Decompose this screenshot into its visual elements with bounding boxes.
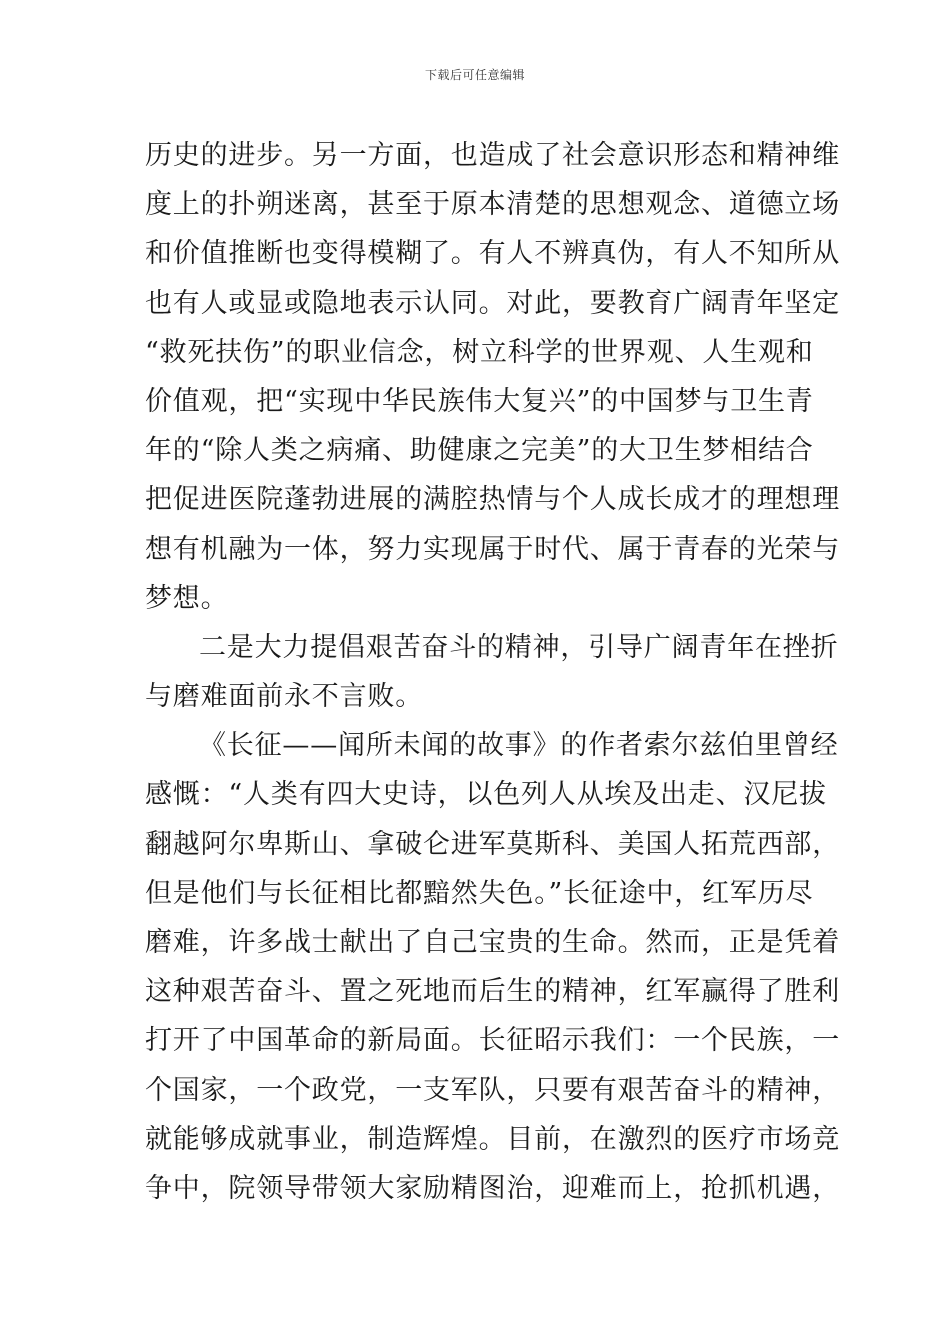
text-line: 但是他们与长征相比都黯然失色。”长征途中，红军历尽 — [145, 877, 814, 909]
body-text — [145, 131, 840, 1213]
text-line: 年的“除人类之病痛、助健康之完美”的大卫生梦相结合 — [145, 435, 814, 467]
text-line: 度上的扑朔迷离，甚至于原本清楚的思想观念、道德立场 — [145, 189, 840, 221]
text-line: 翻越阿尔卑斯山、拿破仑进军莫斯科、美国人拓荒西部， — [145, 828, 840, 860]
text-line: 这种艰苦奋斗、置之死地而后生的精神，红军赢得了胜利 — [145, 976, 840, 1008]
text-line: 历史的进步。另一方面，也造成了社会意识形态和精神维 — [145, 140, 840, 171]
text-line: 想有机融为一体，努力实现属于时代、属于青春的光荣与 — [145, 533, 840, 565]
text-line: 二是大力提倡艰苦奋斗的精神，引导广阔青年在挫折 — [199, 631, 839, 663]
text-line: 个国家，一个政党，一支军队，只要有艰苦奋斗的精神， — [145, 1074, 840, 1106]
text-line: 价值观，把“实现中华民族伟大复兴”的中国梦与卫生青 — [145, 385, 814, 417]
text-line: 《长征——闻所未闻的故事》的作者索尔兹伯里曾经 — [199, 730, 839, 762]
text-line: 也有人或显或隐地表示认同。对此，要教育广阔青年坚定 — [145, 287, 840, 319]
text-line: “救死扶伤”的职业信念，树立科学的世界观、人生观和 — [145, 336, 814, 368]
text-line: 感慨：“人类有四大史诗，以色列人从埃及出走、汉尼拔 — [145, 779, 827, 811]
text-line: 就能够成就事业，制造辉煌。目前，在激烈的医疗市场竞 — [145, 1123, 840, 1155]
text-line: 把促进医院蓬勃进展的满腔热情与个人成长成才的理想理 — [145, 484, 840, 516]
text-line: 打开了中国革命的新局面。长征昭示我们：一个民族，一 — [145, 1025, 840, 1057]
text-line: 和价值推断也变得模糊了。有人不辨真伪，有人不知所从 — [145, 238, 840, 270]
page-header-note: 下载后可任意编辑 — [424, 68, 525, 82]
text-line: 争中，院领导带领大家励精图治，迎难而上，抢抓机遇， — [145, 1172, 840, 1204]
text-line: 与磨难面前永不言败。 — [145, 681, 423, 713]
text-line: 梦想。 — [145, 582, 229, 614]
text-line: 磨难，许多战士献出了自己宝贵的生命。然而，正是凭着 — [145, 927, 840, 958]
